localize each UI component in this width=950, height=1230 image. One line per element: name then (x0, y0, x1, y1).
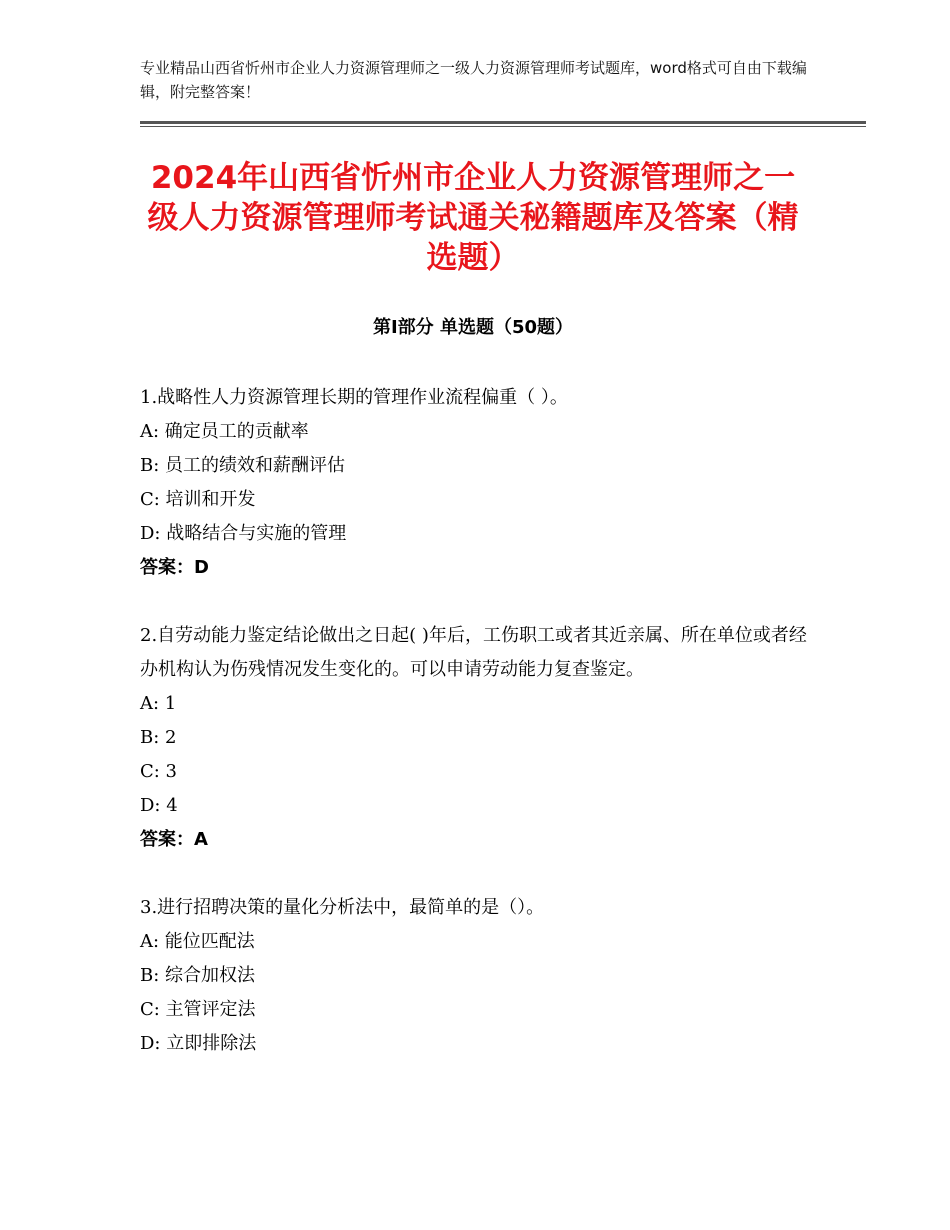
question-1 (140, 381, 820, 585)
question-stem: 1.战略性人力资源管理长期的管理作业流程偏重（ ）。 (140, 387, 568, 408)
option-b: B: 员工的绩效和薪酬评估 (140, 455, 346, 476)
question-3 (140, 891, 820, 1061)
question-list (140, 381, 820, 1095)
option-d: D: 立即排除法 (140, 1033, 257, 1054)
option-a: A: 1 (140, 693, 177, 714)
header-rule-thin (140, 126, 866, 127)
header-rule-thick (140, 121, 866, 124)
option-c: C: 培训和开发 (140, 489, 256, 510)
answer-line: 答案：D (140, 557, 209, 578)
option-a: A: 确定员工的贡献率 (140, 421, 309, 442)
option-d: D: 4 (140, 795, 178, 816)
option-c: C: 3 (140, 761, 178, 782)
option-b: B: 综合加权法 (140, 965, 256, 986)
option-c: C: 主管评定法 (140, 999, 256, 1020)
question-2 (140, 619, 820, 857)
section-heading: 第Ⅰ部分 单选题（50题） (372, 317, 573, 338)
question-stem: 3.进行招聘决策的量化分析法中，最简单的是（）。 (140, 897, 545, 918)
question-stem: 2.自劳动能力鉴定结论做出之日起( )年后，工伤职工或者其近亲属、所在单位或者经办机构认为伤残情况发生变化的。可以申请劳动能力复查鉴定。 (140, 625, 807, 680)
option-a: A: 能位匹配法 (140, 931, 255, 952)
header-note: 专业精品山西省忻州市企业人力资源管理师之一级人力资源管理师考试题库，word格式可自由下载编辑，附完整答案！ (140, 59, 807, 101)
option-d: D: 战略结合与实施的管理 (140, 523, 347, 544)
document-title: 2024年山西省忻州市企业人力资源管理师之一级人力资源管理师考试通关秘籍题库及答案（精选题） (147, 160, 799, 276)
answer-line: 答案：A (140, 829, 208, 850)
option-b: B: 2 (140, 727, 177, 748)
